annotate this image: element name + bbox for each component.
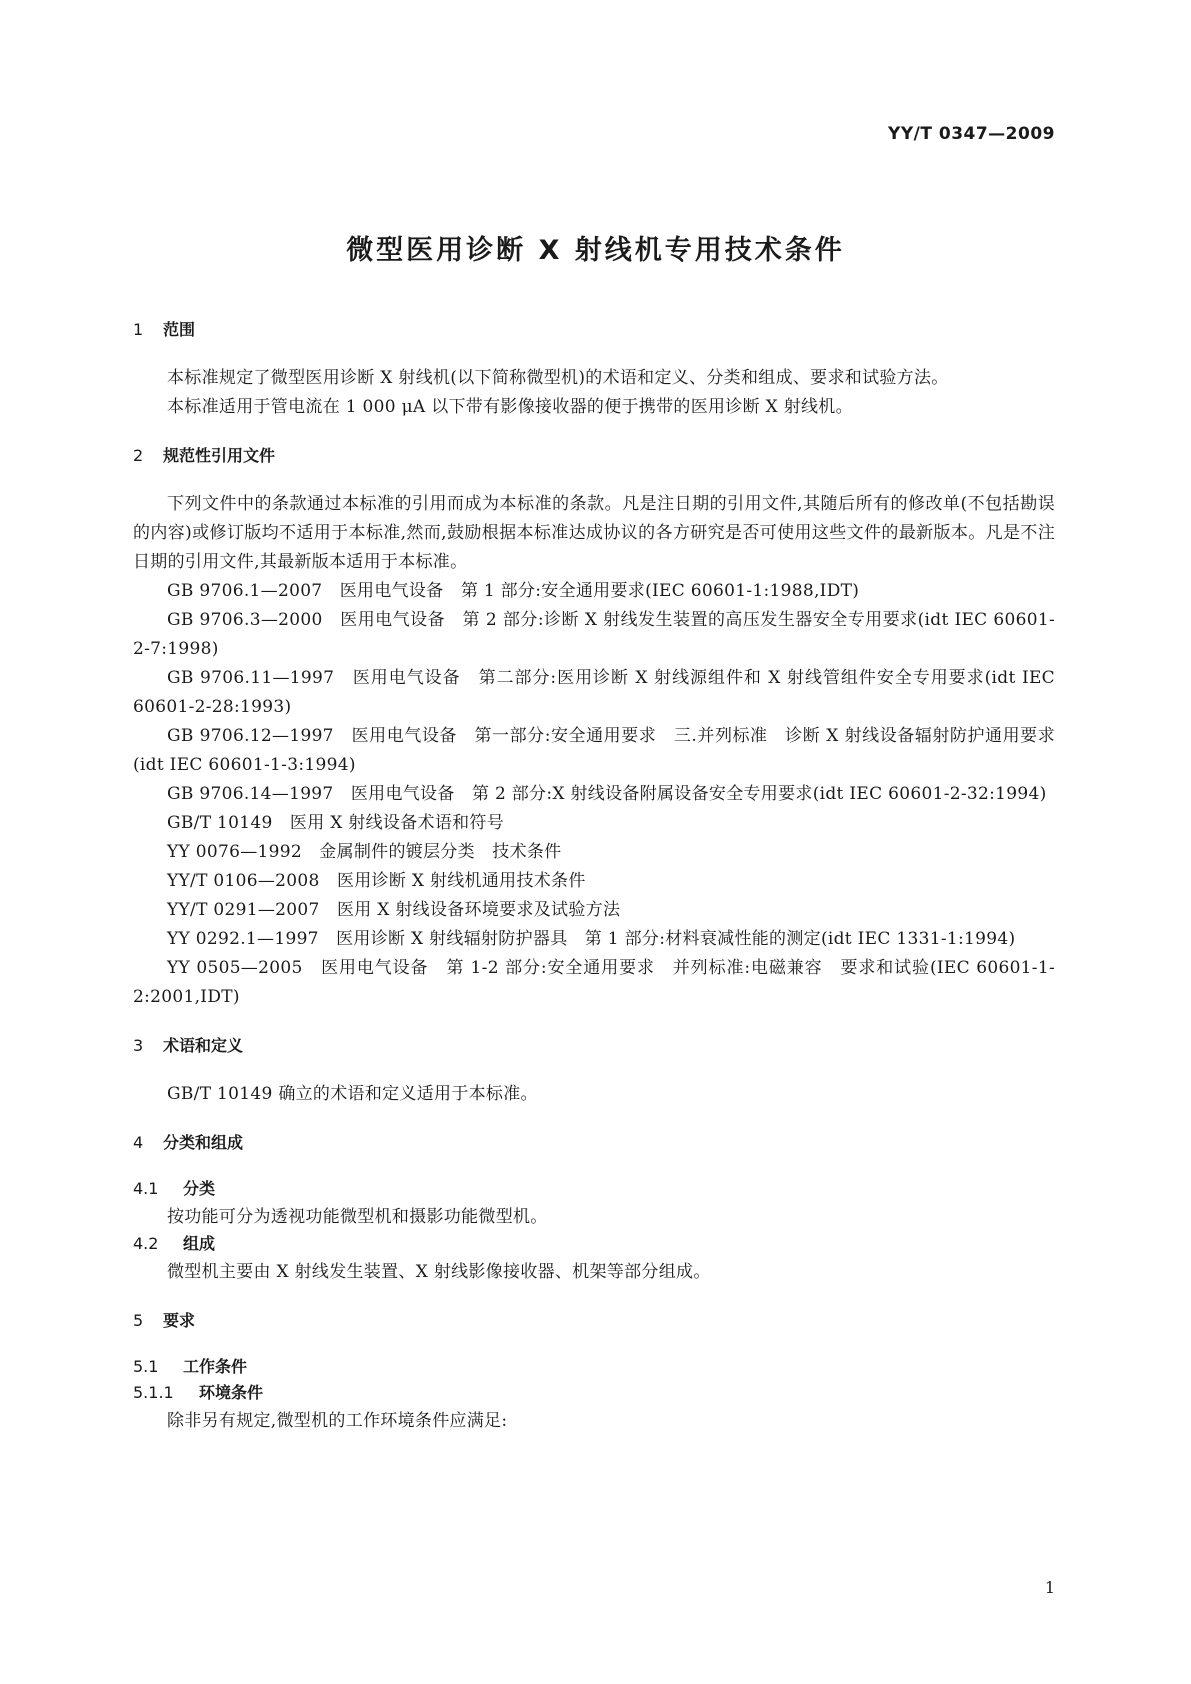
section-heading-scope — [133, 318, 1055, 342]
subsection-number: 5.1 — [133, 1357, 159, 1376]
subsection-number: 4.1 — [133, 1179, 159, 1198]
subsubsection-number: 5.1.1 — [133, 1383, 174, 1402]
section-heading-requirements — [133, 1309, 1055, 1333]
reference-item: GB 9706.11—1997 医用电气设备 第二部分:医用诊断 X 射线源组件和 X 射线管组件安全专用要求(idt IEC 60601-2-28:1993) — [133, 668, 1055, 717]
reference-item: GB 9706.3—2000 医用电气设备 第 2 部分:诊断 X 射线发生装置的高压发生器安全专用要求(idt IEC 60601-2-7:1998) — [133, 610, 1055, 659]
section-title: 术语和定义 — [163, 1036, 244, 1055]
reference-item: GB 9706.1—2007 医用电气设备 第 1 部分:安全通用要求(IEC 60601-1:1988,IDT) — [167, 581, 860, 601]
subsubsection-title: 环境条件 — [199, 1383, 264, 1402]
document-code: YY/T 0347—2009 — [888, 124, 1055, 144]
paragraph: 本标准适用于管电流在 1 000 μA 以下带有影像接收器的便于携带的医用诊断 X 射线机。 — [167, 397, 853, 417]
section-title: 分类和组成 — [163, 1133, 244, 1152]
section-number: 5 — [133, 1311, 144, 1330]
document-body — [133, 318, 1055, 1436]
reference-item: YY 0505—2005 医用电气设备 第 1-2 部分:安全通用要求 并列标准:电磁兼容 要求和试验(IEC 60601-1-2:2001,IDT) — [133, 958, 1055, 1007]
reference-item: YY/T 0106—2008 医用诊断 X 射线机通用技术条件 — [167, 871, 586, 891]
reference-item: GB 9706.14—1997 医用电气设备 第 2 部分:X 射线设备附属设备安全专用要求(idt IEC 60601-2-32:1994) — [167, 784, 1047, 804]
subsection-heading-composition — [133, 1232, 1055, 1256]
reference-item: YY 0292.1—1997 医用诊断 X 射线辐射防护器具 第 1 部分:材料衰减性能的测定(idt IEC 1331-1:1994) — [167, 929, 1016, 949]
reference-item: YY/T 0291—2007 医用 X 射线设备环境要求及试验方法 — [167, 900, 621, 920]
section-number: 2 — [133, 446, 144, 465]
reference-item: GB 9706.12—1997 医用电气设备 第一部分:安全通用要求 三.并列标准 诊断 X 射线设备辐射防护通用要求(idt IEC 60601-1-3:1994) — [133, 726, 1055, 775]
section-heading-terms — [133, 1034, 1055, 1058]
section-heading-classification — [133, 1131, 1055, 1155]
section-title: 范围 — [163, 320, 196, 339]
page-number: 1 — [1044, 1578, 1055, 1597]
section-heading-normative-references — [133, 444, 1055, 468]
section-number: 4 — [133, 1133, 144, 1152]
subsection-title: 分类 — [183, 1179, 216, 1198]
subsection-title: 组成 — [183, 1234, 216, 1253]
paragraph: 按功能可分为透视功能微型机和摄影功能微型机。 — [167, 1207, 548, 1227]
paragraph: 下列文件中的条款通过本标准的引用而成为本标准的条款。凡是注日期的引用文件,其随后所有的修改单(不包括勘误的内容)或修订版均不适用于本标准,然而,鼓励根据本标准达成协议的各方研究是否可使用这些文件的最新版本。凡是不注日期的引用文件,其最新版本适用于本标准。 — [133, 494, 1055, 572]
subsection-heading-working-conditions — [133, 1355, 1055, 1379]
subsection-title: 工作条件 — [183, 1357, 248, 1376]
document-title: 微型医用诊断 X 射线机专用技术条件 — [346, 235, 845, 266]
section-number: 1 — [133, 320, 144, 339]
section-number: 3 — [133, 1036, 144, 1055]
paragraph: 除非另有规定,微型机的工作环境条件应满足: — [167, 1411, 508, 1431]
subsubsection-heading-environment — [133, 1381, 1055, 1405]
reference-item: YY 0076—1992 金属制件的镀层分类 技术条件 — [167, 842, 562, 862]
reference-item: GB/T 10149 医用 X 射线设备术语和符号 — [167, 813, 505, 833]
section-title: 要求 — [163, 1311, 196, 1330]
subsection-number: 4.2 — [133, 1234, 159, 1253]
section-title: 规范性引用文件 — [163, 446, 276, 465]
paragraph: 本标准规定了微型医用诊断 X 射线机(以下简称微型机)的术语和定义、分类和组成、要求和试验方法。 — [167, 368, 949, 388]
subsection-heading-classification — [133, 1177, 1055, 1201]
paragraph: 微型机主要由 X 射线发生装置、X 射线影像接收器、机架等部分组成。 — [167, 1262, 711, 1282]
paragraph: GB/T 10149 确立的术语和定义适用于本标准。 — [167, 1084, 538, 1104]
